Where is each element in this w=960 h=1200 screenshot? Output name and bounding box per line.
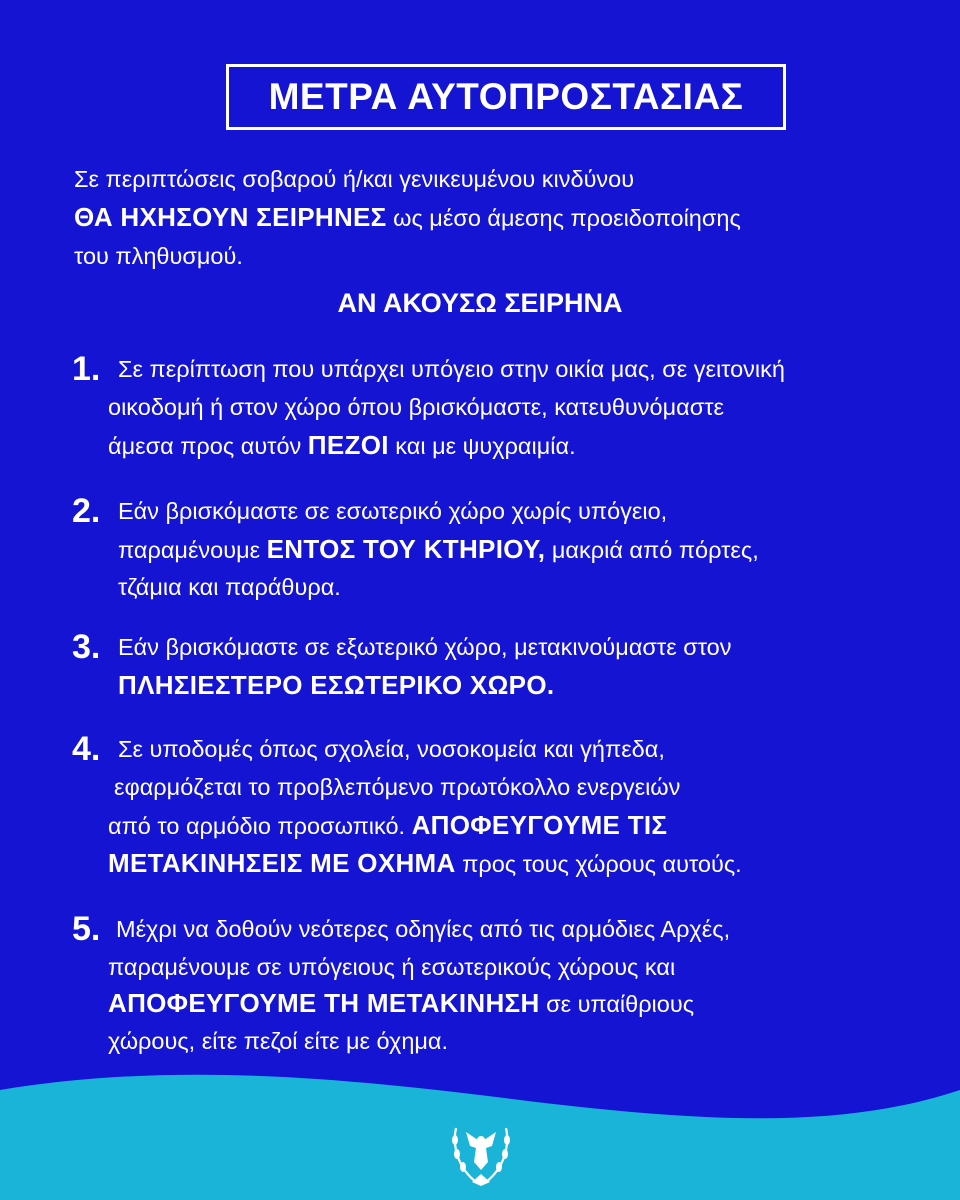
item-1-line-2: οικοδομή ή στον χώρο όπου βρισκόμαστε, κατευθυνόμαστε xyxy=(108,394,724,420)
page-title: ΜΕΤΡΑ ΑΥΤΟΠΡΟΣΤΑΣΙΑΣ xyxy=(226,64,786,130)
item-2-line-3: τζάμια και παράθυρα. xyxy=(118,574,341,600)
item-2-number: 2. xyxy=(72,492,101,530)
item-4-line-3-pre: από το αρμόδιο προσωπικό. xyxy=(108,813,412,839)
item-1-line-1: Σε περίπτωση που υπάρχει υπόγειο στην οικία μας, σε γειτονική xyxy=(118,356,785,382)
item-1-line-3-post: και με ψυχραιμία. xyxy=(388,433,576,459)
item-5-line-1: Μέχρι να δοθούν νεότερες οδηγίες από τις αρμόδιες Αρχές, xyxy=(116,916,731,942)
intro-paragraph xyxy=(74,160,894,275)
item-2-emphasis: ΕΝΤΟΣ ΤΟΥ ΚΤΗΡΙΟΥ, xyxy=(266,534,546,564)
intro-line-3: του πληθυσμού. xyxy=(74,243,243,269)
item-1-line-3-pre: άμεσα προς αυτόν xyxy=(108,433,308,459)
item-3-line-1: Εάν βρισκόμαστε σε εξωτερικό χώρο, μετακινούμαστε στον xyxy=(118,634,732,660)
item-4-line-3 xyxy=(108,806,667,845)
cyprus-coat-of-arms-icon xyxy=(446,1118,516,1192)
item-4-emphasis-1: ΑΠΟΦΕΥΓΟΥΜΕ ΤΙΣ xyxy=(411,810,668,840)
item-2-line-2 xyxy=(118,530,759,569)
item-5-number: 5. xyxy=(72,910,101,948)
item-4-line-2: εφαρμόζεται το προβλεπόμενο πρωτόκολλο ενεργειών xyxy=(114,774,681,800)
item-2-line-2-post: μακριά από πόρτες, xyxy=(545,537,759,563)
item-3-number: 3. xyxy=(72,628,101,666)
item-1-line-3 xyxy=(108,426,576,465)
item-4-line-4 xyxy=(108,844,742,883)
item-5-emphasis: ΑΠΟΦΕΥΓΟΥΜΕ ΤΗ ΜΕΤΑΚΙΝΗΣΗ xyxy=(108,988,540,1018)
item-5-line-4: χώρους, είτε πεζοί είτε με όχημα. xyxy=(108,1028,449,1054)
item-4-emphasis-2: ΜΕΤΑΚΙΝΗΣΕΙΣ ΜΕ ΟΧΗΜΑ xyxy=(108,848,456,878)
item-4-number: 4. xyxy=(72,730,101,768)
intro-sirens-emphasis: ΘΑ ΗΧΗΣΟΥΝ ΣΕΙΡΗΝΕΣ xyxy=(74,202,387,232)
item-1-number: 1. xyxy=(72,350,101,388)
item-2-line-1: Εάν βρισκόμαστε σε εσωτερικό χώρο χωρίς υπόγειο, xyxy=(118,498,668,524)
item-3-line-2 xyxy=(118,666,554,705)
section-heading: ΑΝ ΑΚΟΥΣΩ ΣΕΙΡΗΝΑ xyxy=(337,288,623,318)
intro-line-1: Σε περιπτώσεις σοβαρού ή/και γενικευμένου κινδύνου xyxy=(74,166,635,192)
item-2-line-2-pre: παραμένουμε xyxy=(118,537,267,563)
intro-line-2-rest: ως μέσο άμεσης προειδοποίησης xyxy=(386,205,741,231)
item-4-line-1: Σε υποδομές όπως σχολεία, νοσοκομεία και γήπεδα, xyxy=(118,736,665,762)
item-5-line-3-post: σε υπαίθριους xyxy=(539,991,695,1017)
item-3-emphasis: ΠΛΗΣΙΕΣΤΕΡΟ ΕΣΩΤΕΡΙΚΟ ΧΩΡΟ. xyxy=(118,670,555,700)
item-1-emphasis: ΠΕΖΟΙ xyxy=(307,430,389,460)
intro-line-2 xyxy=(74,198,894,237)
item-5-line-3 xyxy=(108,984,694,1023)
item-5-line-2: παραμένουμε σε υπόγειους ή εσωτερικούς χώρους και xyxy=(108,954,676,980)
item-4-line-4-post: προς τους χώρους αυτούς. xyxy=(455,851,742,877)
